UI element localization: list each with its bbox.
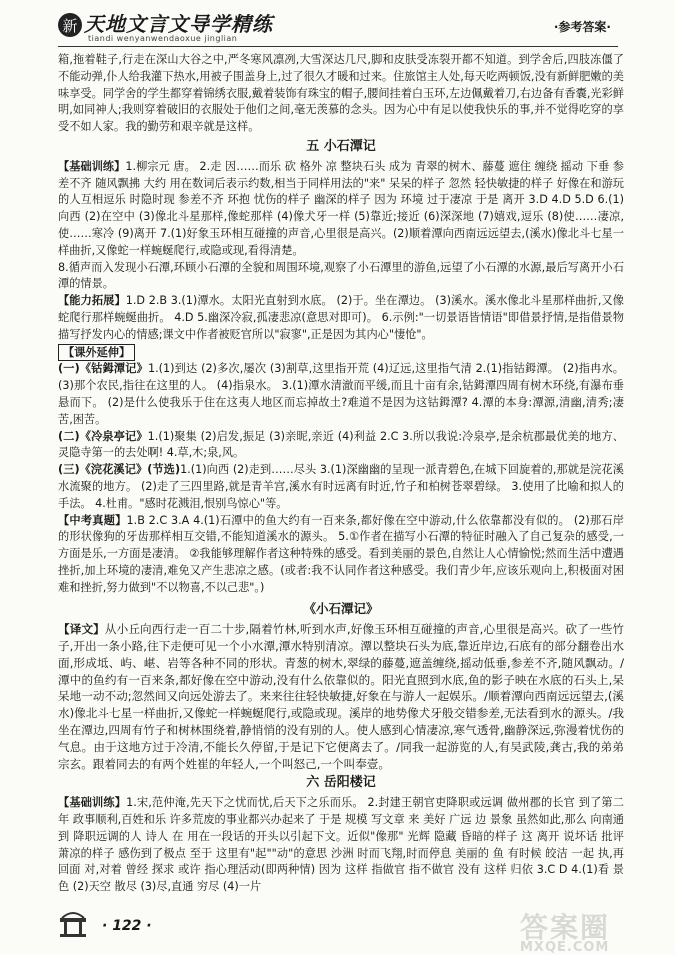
extracurricular-tag: 【课外延伸】: [58, 344, 135, 361]
exam-questions-text: 1.B 2.C 3.A 4.(1)石潭中的鱼大约有一百来条,都好像在空中游动,什么依靠都没有似的。 (2)那石岸的形状像狗的牙齿那样相互交错,不能知道溪水的源头。 5.①作者在描写小石潭的特征时融入了自己复杂的感受,一方面是乐,一方面是凄清。 ②我能够理解作者这种特殊的感受。看到美丽的景色,自然让人心情愉悦;然而生活中遭遇挫折,加上环境的凄清,难免又产生悲凉之感。(或者:我不认同作者这种感受。我们青少年,应该乐观向上,积极面对困难和挫折,努力做到"不以物喜,不以己悲"。): [58, 513, 624, 594]
page-content: [58, 52, 624, 896]
extra-reading-3: [58, 462, 624, 512]
translation-title: 《小石潭记》: [303, 600, 379, 616]
extracurricular-heading: [58, 344, 624, 362]
extra-reading-1-title: (一)《钴鉧潭记》: [58, 362, 148, 376]
footer-ornament-icon: [58, 908, 88, 940]
brand-logo: [58, 8, 273, 37]
extra-reading-2-title: (二)《冷泉亭记》: [58, 429, 148, 443]
header-divider: [58, 46, 618, 47]
extra-reading-1: [58, 361, 624, 428]
basic-training-5: [58, 159, 624, 260]
exam-questions-tag: 【中考真题】: [58, 513, 127, 527]
translation-continued: 箱,拖着鞋子,行走在深山大谷之中,严冬寒风凛冽,大雪深达几尺,脚和皮肤受冻裂开都不知道。到学舍后,四肢冻僵了不能动弹,仆人给我灌下热水,用被子围盖身上,过了很久才暖和过来。住旅馆主人处,每天吃两顿饭,没有新鲜肥嫩的美味享受。同学舍的学生都穿着锦绣衣服,戴着装饰有珠宝的帽子,腰间挂着白玉环,左边佩戴着刀,右边备有香囊,光彩鲜明,如同神人;我则穿着破旧的衣服处于他们之间,毫无羡慕的念头。因为心中有足以使我快乐的事,并不觉得吃穿的享受不如人家。我的勤劳和艰辛就是这样。: [58, 53, 624, 134]
section-title-5: 五 小石潭记: [306, 138, 376, 154]
section-label: ·参考答案·: [553, 20, 611, 34]
translation-text: 从小丘向西行走一百二十步,隔着竹林,听到水声,好像玉环相互碰撞的声音,心里很是高兴。砍了一些竹子,开出一条小路,往下走便可见一个小水潭,潭水特别清凉。潭以整块石头为底,靠近岸边,石底有的部分翻卷出水面,形成坻、屿、嵁、岩等各种不同的形状。青葱的树木,翠绿的藤蔓,遮盖缠绕,摇动低垂,参差不齐,随风飘动。/潭中的鱼约有一百来条,都好像在空中游动,没有什么依靠似的。阳光直照到水底,鱼的影子映在水底的石头上,呆呆地一动不动;忽然间又向远处游去了。来来往往轻快敏捷,好象在与游人一起娱乐。/顺着潭向西南远远望去,(溪水)像北斗七星一样曲折,又像蛇一样蜿蜒爬行,或隐或现。溪岸的地势像犬牙般交错参差,无法看到水的源头。/我坐在潭边,四周有竹子和树林围绕着,静悄悄的没有别的人。使人感到心情凄凉,寒气透骨,幽静深远,弥漫着忧伤的气息。由于这地方过于冷清,不能长久停留,于是记下它便离去了。/同我一起游览的人,有吴武陵,龚古,我的弟弟宗玄。跟着同去的有两个姓崔的年轻人,一个叫怒己,一个叫奉壹。: [58, 622, 624, 771]
translation-tag: 【译文】: [58, 622, 105, 637]
book-title: 天地文言文导学精练: [84, 12, 273, 36]
section-title-6: 六 岳阳楼记: [306, 775, 376, 791]
ability-extension-tag: 【能力拓展】: [58, 294, 126, 308]
ability-extension-text: 1.D 2.B 3.(1)潭水。太阳光直射到水底。 (2)于。坐在潭边。 (3)溪水。溪水像北斗星那样曲折,又像蛇爬行那样蜿蜒曲折。 4.D 5.幽深冷寂,孤凄悲凉(意思对即可)。 6.示例:"一切景语皆情语"即借景抒情,是指借景物描写抒发内心的情感;课文中作者被贬官所以"寂寥",正是因为其内心"悽怆"。: [58, 294, 624, 341]
basic-training-6: [58, 795, 624, 896]
basic-training-5-item8: 8.循声而入发现小石潭,环顾小石潭的全貌和周围环境,观察了小石潭里的游鱼,远望了小石潭的水源,最后写离开小石潭的情景。: [58, 260, 624, 291]
watermark-url: MXQE.COM: [520, 940, 610, 955]
extra-reading-1-text: 1.(1)到达 (2)多次,屡次 (3)割草,这里指开荒 (4)辽远,这里指气清 2.(1)指钴鉧潭。 (2)指冉水。 (3)那个农民,指往在这里的人。 (4)指泉水。 3.(1)潭水清澈而平缓,而且十亩有余,钴鉧潭四周有树木环绕,有瀑布垂悬而下。 (2)是什么使我乐于住在这夷人地区而忘掉故土?难道不是因为这钴鉧潭? 4.潭的本身:潭源,清幽,清秀;凄苦,困苦。: [58, 362, 624, 426]
basic-training-tag: 【基础训练】: [58, 159, 126, 173]
extra-reading-2: [58, 429, 624, 463]
page-header: [0, 0, 675, 48]
extra-reading-3-text: 1.(1)向西 (2)走到……尽头 3.(1)深幽幽的呈现一派青碧色,在城下回旋着的,那就是浣花溪水流聚的地方。 (2)走了三四里路,就是青羊宫,溪水有时远离有时近,竹子和柏树苍翠碧绿。 3.使用了比喻和拟人的手法。 4.杜甫。"感时花溅泪,恨别鸟惊心"等。: [58, 463, 624, 510]
watermark-logo: 答案圈: [520, 911, 611, 944]
brand-logo-badge: 新: [58, 13, 82, 37]
page-number: · 122 ·: [102, 918, 152, 934]
basic-training-text: 1.柳宗元 唐。 2.走 因……而乐 砍 格外 凉 整块石头 成为 青翠的树木、藤蔓 遮住 缠绕 摇动 下垂 参差不齐 随风飘拂 大约 用在数词后表示约数,相当于同样用法的"来" 呆呆的样子 忽然 轻快敏捷的样子 好像在和游玩的人互相逗乐 时隐时现 参差不齐 环抱 忧伤的样子 幽深的样子 因为 环境 过于凄凉 于是 离开 3.D 4.D 5.D 6.(1)向西 (2)在空中 (3)像北斗星那样,像蛇那样 (4)像犬牙一样 (5)靠近;接近 (6)深深地 (7)嬉戏,逗乐 (8)使……凄凉,使……寒冷 (9)离开 7.(1)好象玉环相互碰撞的声音,心里很是高兴。(2)顺着潭向西南远远望去,(溪水)像北斗七星一样曲折,又像蛇一样蜿蜒爬行,或隐或现,看得清楚。: [58, 159, 624, 257]
extra-reading-2-text: 1.(1)聚集 (2)启发,振足 (3)亲昵,亲近 (4)利益 2.C 3.所以我说:冷泉亭,是余杭郡最优美的地方、灵隐寺第一的去处啊! 4.草,木;泉,风。: [58, 429, 624, 460]
extra-reading-3-title: (三)《浣花溪记》(节选): [58, 463, 181, 477]
book-subtitle: tiandi wenyanwendaoxue jinglian: [88, 34, 238, 43]
translation-5: [58, 621, 624, 772]
ability-extension-5: [58, 293, 624, 343]
exam-questions-5: [58, 513, 624, 597]
basic-training-tag-6: 【基础训练】: [58, 796, 127, 810]
basic-training-text-6: 1.宋,范仲淹,先天下之忧而忧,后天下之乐而乐。 2.封建王朝官吏降职或远调 做州郡的长官 到了第二年 政事顺利,百姓和乐 许多荒废的事业都兴办起来了 于是 规模 写文章 来 美好 广远 边 景象 虽然如此,那么 向南通到 降职远调的人 诗人 在 用在一段话的开头以引起下文。近似"像那" 光辉 隐藏 昏暗的样子 这 离开 说坏话 批评 萧凉的样子 感伤到了极点 至于 这里有"起""动"的意思 沙洲 时而飞翔,时而停息 美丽的 鱼 有时候 皎洁 一起 执,再 回面 对,对着 曾经 探求 或许 指心理活动(即两种情) 因为 这样 指做官 指不做官 没有 这样 归依 3.C D 4.(1)看 景色 (2)天空 散尽 (3)尽,直通 穷尽 (4)一片: [58, 796, 624, 894]
site-watermark: [520, 906, 670, 955]
